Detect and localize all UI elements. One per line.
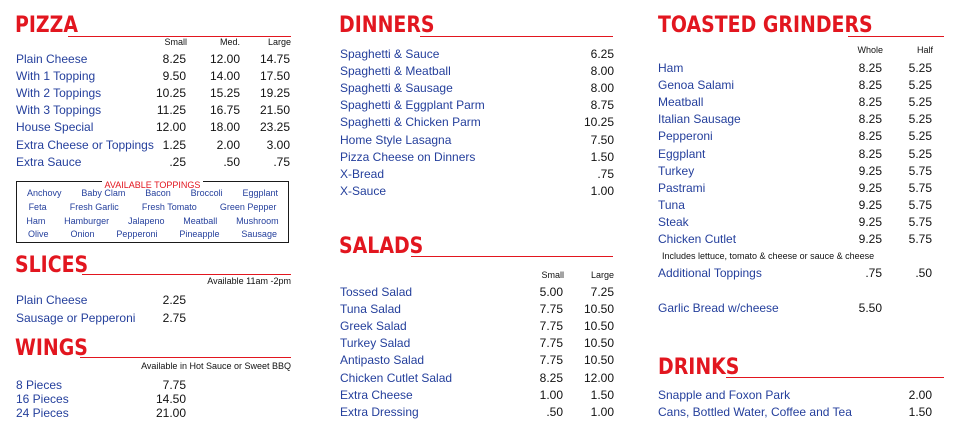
grinders-item-name: Meatball	[658, 95, 704, 110]
dinners-item-price: 1.50	[590, 149, 614, 164]
grinders-item-price: 9.25	[858, 197, 882, 212]
salads-item-price: 7.75	[539, 302, 563, 317]
grinders-item-name: Eggplant	[658, 146, 706, 161]
grinders-item-price: 5.25	[908, 61, 932, 75]
topping-item: Fresh Tomato	[141, 201, 197, 212]
salads-item-price: 10.50	[583, 302, 614, 317]
pizza-item-price: 14.00	[209, 69, 240, 84]
salads-item-price: 10.50	[583, 319, 614, 334]
grinders-item-name: Steak	[658, 214, 689, 229]
pizza-item-price: 9.50	[162, 69, 186, 84]
pizza-item-price: 14.75	[259, 52, 290, 66]
dinners-rule	[420, 36, 613, 37]
pizza-item-name: House Special	[16, 120, 94, 135]
salads-item-name: Greek Salad	[340, 319, 407, 334]
salads-item-price: 10.50	[583, 336, 614, 351]
topping-item: Baby Clam	[81, 188, 126, 198]
dinners-item-price: 7.50	[590, 132, 614, 147]
pizza-item-price: 23.25	[259, 120, 290, 135]
pizza-col-large: Large	[267, 37, 291, 47]
salads-item-price: 7.75	[539, 353, 563, 368]
salads-item-price: 12.00	[583, 370, 614, 385]
wings-item-name: 24 Pieces	[16, 406, 69, 420]
grinders-item-price: 8.25	[858, 61, 882, 75]
grinders-heading: TOASTED GRINDERS	[658, 13, 873, 38]
dinners-item-price: 6.25	[590, 47, 614, 61]
salads-item-price: 1.00	[590, 404, 614, 419]
pizza-item-name: Extra Cheese or Toppings	[16, 137, 154, 152]
grinders-item-price: 5.75	[908, 232, 932, 246]
grinders-item-price: 5.75	[908, 197, 932, 212]
topping-item: Sausage	[241, 229, 277, 240]
toppings-row	[17, 202, 288, 213]
pizza-item-price: 19.25	[259, 86, 290, 101]
topping-item: Fresh Garlic	[69, 201, 119, 212]
additional-toppings-item: Additional Toppings	[658, 266, 762, 280]
topping-item: Feta	[28, 201, 47, 212]
toppings-row	[17, 216, 288, 227]
grinders-item-name: Pastrami	[658, 180, 706, 195]
pizza-item-price: 10.25	[155, 86, 186, 101]
slices-item-name: Plain Cheese	[16, 293, 88, 307]
dinners-heading: DINNERS	[339, 13, 435, 38]
salads-item-price: 1.50	[590, 387, 614, 402]
slices-item-price: 2.75	[162, 311, 186, 325]
dinners-item-price: .75	[597, 166, 614, 181]
salads-col-small: Small	[541, 270, 564, 280]
wings-note: Available in Hot Sauce or Sweet BBQ	[141, 361, 291, 371]
grinders-item-price: 8.25	[858, 78, 882, 93]
pizza-item-name: Extra Sauce	[16, 154, 82, 169]
grinders-item-name: Turkey	[658, 163, 695, 178]
salads-item-name: Tuna Salad	[340, 302, 401, 317]
grinders-item-price: 5.75	[908, 214, 932, 229]
grinders-item-name: Tuna	[658, 197, 685, 212]
topping-item: Green Pepper	[219, 201, 277, 212]
slices-heading: SLICES	[15, 253, 89, 278]
topping-item: Pineapple	[179, 229, 220, 240]
topping-item: Olive	[27, 229, 49, 240]
grinders-item-price: 5.25	[908, 112, 932, 127]
wings-item-name: 8 Pieces	[16, 378, 63, 392]
pizza-heading: PIZZA	[15, 13, 78, 38]
grinders-item-price: 5.75	[908, 163, 932, 178]
topping-item: Bacon	[145, 188, 171, 198]
topping-item: Broccoli	[190, 188, 223, 198]
pizza-item-price: 12.00	[209, 52, 240, 66]
pizza-item-price: .50	[223, 154, 240, 169]
pizza-item-name: With 1 Topping	[16, 69, 96, 84]
drinks-item-name: Cans, Bottled Water, Coffee and Tea	[658, 405, 852, 419]
salads-item-price: 1.00	[539, 387, 563, 402]
salads-item-price: 7.25	[590, 285, 614, 299]
additional-toppings-half: .50	[915, 266, 932, 280]
garlic-bread-price: 5.50	[858, 301, 882, 315]
pizza-item-price: 16.75	[209, 103, 240, 118]
topping-item: Eggplant	[242, 188, 279, 198]
salads-item-name: Chicken Cutlet Salad	[340, 370, 453, 385]
slices-item-name: Sausage or Pepperoni	[16, 311, 136, 325]
garlic-bread-item: Garlic Bread w/cheese	[658, 301, 779, 315]
pizza-item-price: 1.25	[162, 137, 186, 152]
grinders-item-price: 8.25	[858, 112, 882, 127]
salads-heading: SALADS	[339, 234, 424, 259]
grinders-note: Includes lettuce, tomato & cheese or sauce & cheese	[662, 251, 875, 261]
wings-item-price: 21.00	[155, 406, 186, 420]
grinders-item-name: Italian Sausage	[658, 112, 741, 127]
wings-heading: WINGS	[15, 336, 88, 361]
toppings-title: AVAILABLE TOPPINGS	[102, 180, 204, 190]
pizza-item-price: 18.00	[209, 120, 240, 135]
topping-item: Anchovy	[26, 188, 62, 198]
topping-item: Pepperoni	[116, 229, 158, 240]
topping-item: Onion	[70, 229, 95, 240]
slices-item-price: 2.25	[162, 293, 186, 307]
wings-item-price: 14.50	[155, 392, 186, 406]
additional-toppings-whole: .75	[865, 266, 882, 280]
pizza-item-name: With 2 Toppings	[16, 86, 102, 101]
toppings-row	[17, 188, 288, 199]
grinders-item-price: 9.25	[858, 214, 882, 229]
topping-item: Meatball	[183, 215, 218, 226]
dinners-item-name: Pizza Cheese on Dinners	[340, 149, 476, 164]
salads-item-price: .50	[546, 404, 563, 419]
topping-item: Ham	[26, 215, 46, 226]
grinders-item-name: Ham	[658, 61, 684, 75]
dinners-item-name: Spaghetti & Chicken Parm	[340, 115, 481, 130]
topping-item: Mushroom	[236, 215, 279, 226]
dinners-item-name: Spaghetti & Sausage	[340, 81, 453, 96]
pizza-item-name: Plain Cheese	[16, 52, 88, 66]
grinders-item-price: 8.25	[858, 95, 882, 110]
pizza-item-price: 12.00	[155, 120, 186, 135]
salads-item-price: 10.50	[583, 353, 614, 368]
drinks-rule	[726, 377, 944, 378]
salads-item-price: 7.75	[539, 336, 563, 351]
salads-item-name: Turkey Salad	[340, 336, 411, 351]
pizza-item-price: 8.25	[162, 52, 186, 66]
pizza-item-price: 15.25	[209, 86, 240, 101]
dinners-item-name: Spaghetti & Eggplant Parm	[340, 98, 485, 113]
topping-item: Jalapeno	[127, 215, 165, 226]
drinks-heading: DRINKS	[658, 355, 740, 380]
dinners-item-price: 8.00	[590, 64, 614, 79]
dinners-item-name: Home Style Lasagna	[340, 132, 452, 147]
pizza-item-price: .25	[169, 154, 186, 169]
wings-item-name: 16 Pieces	[16, 392, 69, 406]
toppings-box	[16, 181, 289, 243]
grinders-item-price: 5.25	[908, 78, 932, 93]
toppings-row	[17, 229, 288, 240]
topping-item: Hamburger	[64, 215, 110, 226]
dinners-item-name: X-Bread	[340, 166, 385, 181]
grinders-item-name: Pepperoni	[658, 129, 713, 144]
slices-note: Available 11am -2pm	[207, 276, 291, 286]
pizza-item-price: .75	[273, 154, 290, 169]
grinders-item-price: 9.25	[858, 232, 882, 246]
wings-rule	[80, 357, 291, 358]
grinders-item-name: Chicken Cutlet	[658, 232, 737, 246]
salads-item-price: 7.75	[539, 319, 563, 334]
slices-rule	[82, 274, 291, 275]
salads-rule	[411, 256, 613, 257]
pizza-col-small: Small	[164, 37, 187, 47]
grinders-item-price: 8.25	[858, 146, 882, 161]
grinders-item-price: 5.25	[908, 95, 932, 110]
wings-item-price: 7.75	[162, 378, 186, 392]
salads-item-name: Extra Dressing	[340, 404, 419, 419]
drinks-item-name: Snapple and Foxon Park	[658, 388, 791, 402]
dinners-item-price: 1.00	[590, 183, 614, 198]
dinners-item-name: Spaghetti & Meatball	[340, 64, 451, 79]
grinders-item-price: 5.25	[908, 146, 932, 161]
grinders-item-price: 9.25	[858, 180, 882, 195]
pizza-item-price: 2.00	[216, 137, 240, 152]
pizza-item-price: 3.00	[266, 137, 290, 152]
dinners-item-price: 8.75	[590, 98, 614, 113]
grinders-item-name: Genoa Salami	[658, 78, 735, 93]
salads-item-price: 5.00	[539, 285, 563, 299]
grinders-item-price: 9.25	[858, 163, 882, 178]
drinks-item-price: 2.00	[908, 388, 932, 402]
dinners-item-price: 8.00	[590, 81, 614, 96]
grinders-rule	[848, 36, 944, 37]
pizza-item-price: 11.25	[156, 103, 186, 118]
dinners-item-name: X-Sauce	[340, 183, 387, 198]
salads-item-name: Extra Cheese	[340, 387, 413, 402]
salads-col-large: Large	[590, 270, 614, 280]
grinders-col-half: Half	[916, 45, 933, 55]
dinners-item-price: 10.25	[583, 115, 614, 130]
pizza-col-med: Med.	[219, 37, 240, 47]
drinks-item-price: 1.50	[908, 405, 932, 419]
pizza-item-price: 21.50	[259, 103, 290, 118]
dinners-item-name: Spaghetti & Sauce	[340, 47, 440, 61]
pizza-item-price: 17.50	[259, 69, 290, 84]
grinders-item-price: 5.25	[908, 129, 932, 144]
grinders-col-whole: Whole	[857, 45, 883, 55]
grinders-item-price: 5.75	[908, 180, 932, 195]
salads-item-price: 8.25	[539, 370, 563, 385]
grinders-item-price: 8.25	[858, 129, 882, 144]
salads-item-name: Tossed Salad	[340, 285, 413, 299]
pizza-item-name: With 3 Toppings	[16, 103, 102, 118]
salads-item-name: Antipasto Salad	[340, 353, 425, 368]
